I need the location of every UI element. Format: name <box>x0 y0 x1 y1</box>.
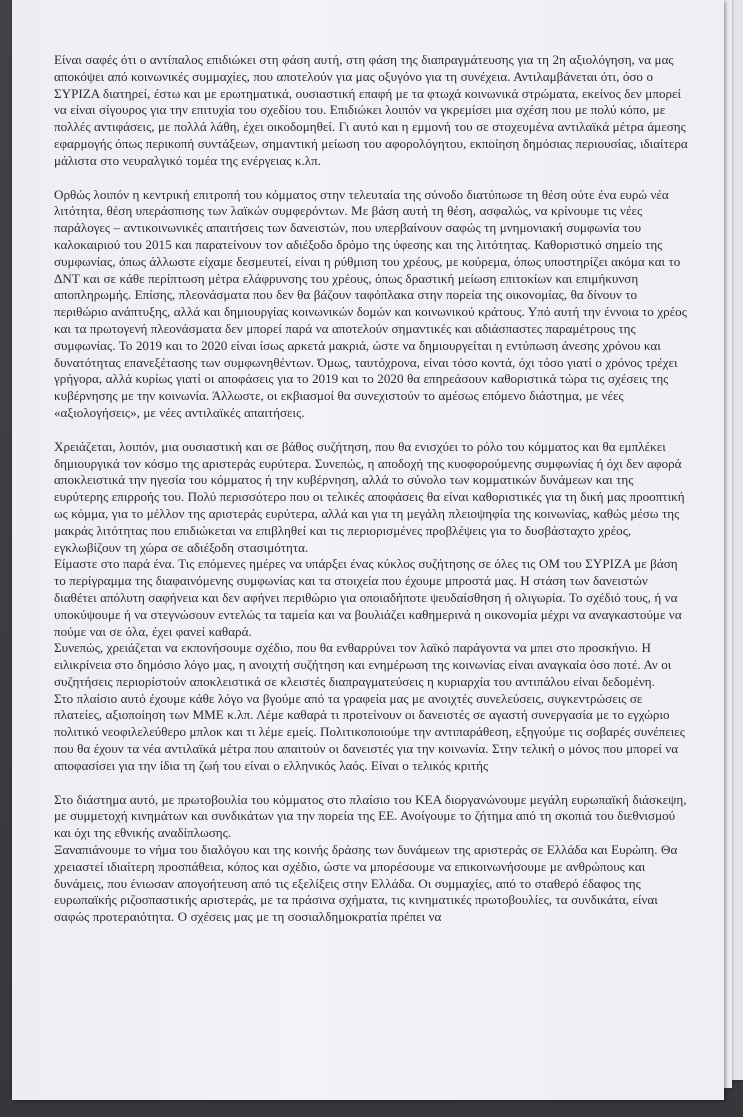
paragraph-opponent-strategy: Είναι σαφές ότι ο αντίπαλος επιδιώκει στη φάση αυτή, στη φάση της διαπραγμάτευσης για τη 2η αξιολόγηση, να μας αποκόψει από κοινωνικές συμμαχίες, που αποτελούν για μας οξυγόνο για τη συνέχεια. Αντιλαμβάνεται ότι, όσο ο ΣΥΡΙΖΑ διατηρεί, έστω και με ερωτηματικά, ουσιαστική επαφή με τα φτωχά κοινωνικά στρώματα, εκείνος δεν μπορεί να είναι σίγουρος για την επιτυχία του σχεδίου του. Επιδιώκει λοιπόν να γκρεμίσει μια σχέση που με πολύ κόπο, με πολλές αντιφάσεις, με πολλά λάθη, έχει οικοδομηθεί. Γι αυτό και η εμμονή του σε στοχευμένα αντιλαϊκά μέτρα άμεσης εφαρμογής όπως περικοπή συντάξεων, σημαντική μείωση του αφορολόγητου, εκποίηση δημόσιας περιουσίας, ιδιαίτερα μάλιστα στο νευραλγικό τομέα της ενέργειας κ.λπ. <box>54 52 688 168</box>
document-page <box>12 0 724 1100</box>
paragraph-gap <box>54 775 690 792</box>
paragraph-european-conference: Στο διάστημα αυτό, με πρωτοβουλία του κόμματος στο πλαίσιο του ΚΕΑ διοργανώνουμε μεγάλη ευρωπαϊκή διάσκεψη, με συμμετοχή κινημάτων και συνδικάτων για την πορεία της ΕΕ. Ανοίγουμε το ζήτημα από τη σκοπιά του διεθνισμού και όχι της εθνικής αναδίπλωσης. <box>54 791 687 841</box>
paragraph-popular-factor: Συνεπώς, χρειάζεται να εκπονήσουμε σχέδιο, που θα ενθαρρύνει τον λαϊκό παράγοντα να μπει στο προσκήνιο. Η ειλικρίνεια στο δημόσιο λόγο μας, η ανοιχτή συζήτηση και ενημέρωση της κοινωνίας είναι αναγκαία όσο ποτέ. Αν οι συζητήσεις περιορίστούν αποκλειστικά σε κλειστές διαπραγματεύσεις η κυριαρχία του αντιπάλου είναι δεδομένη. <box>54 640 672 689</box>
paragraph-central-committee-position: Ορθώς λοιπόν η κεντρική επιτροπή του κόμματος στην τελευταία της σύνοδο διατύπωσε τη θέση ούτε ένα ευρώ νέα λιτότητα, θέση υπεράσπισης των λαϊκών συμφερόντων. Με βάση αυτή τη θέση, ασφαλώς, να κρίνουμε τις νέες παράλογες – αντικοινωνικές απαιτήσεις των δανειστών, που υπερβαίνουν σαφώς τη μνημονιακή συμφωνία του καλοκαιριού του 2015 και παρατείνουν τον αδιέξοδο δρόμο της ύφεσης και της λιτότητας. Καθοριστικό σημείο της συμφωνίας, όπως άλλωστε είχαμε δεσμευτεί, είναι η ρύθμιση του χρέους, με κούρεμα, όπως υποστηρίζει ακόμα και το ΔΝΤ και σε κάθε περίπτωση μέτρα ελάφρυνσης του χρέους, όπως δραστική μείωση επιτοκίων και επιμήκυνση αποπληρωμής. Επίσης, πλεονάσματα που δεν θα βάζουν ταφόπλακα στην πορεία της οικονομίας, θα δίνουν το περιθώριο ανάπτυξης, αλλά και δημιουργίας κοινωνικών δομών και κοινωνικού κράτους. Υπό αυτή την έννοια το χρέος και τα πρωτογενή πλεονάσματα δεν μπορεί παρά να αποτελούν σημαντικές και αδιάσπαστες παραμέτρους της συμφωνίας. Το 2019 και το 2020 είναι ίσως αρκετά μακριά, ώστε να δημιουργείται η εντύπωση άνεσης χρόνου και δυνατότητας επανεξέτασης των συμφωνηθέντων. Όμως, ταυτόχρονα, είναι τόσο κοντά, όχι τόσο γιατί ο χρόνος τρέχει γρήγορα, αλλά κυρίως γιατί οι αποφάσεις για το 2019 και το 2020 θα επηρεάσουν καθοριστικά τώρα τις σχέσεις της κυβέρνησης με την κοινωνία. Άλλωστε, οι εκβιασμοί θα συνεχιστούν το αμέσως επόμενο διάστημα, με νέες «αξιολογήσεις», με νέες αντιλαϊκές απαιτήσεις. <box>54 186 687 420</box>
paragraph-gap <box>54 170 690 187</box>
paragraph-left-dialogue: Ξαναπιάνουμε το νήμα του διαλόγου και της κοινής δράσης των δυνάμεων της αριστεράς σε Ελλάδα και Ευρώπη. Θα χρειαστεί ιδιαίτερη προσπάθεια, κόπος και σχέδιο, ώστε να μπορέσουμε να επικοινωνήσουμε με ανθρώπους και δυνάμεις, που ένιωσαν απογοήτευση από τις εξελίξεις στην Ελλάδα. Οι συμμαχίες, από το σταθερό έδαφος της ευρωπαϊκής ριζοσπαστικής αριστεράς, με τα πράσινα σχήματα, τις κινηματικές πρωτοβουλίες, τα συνδικάτα, είναι σαφώς προτεραιότητα. Ο σχέσεις μας με τη σοσιαλδημοκρατία πρέπει να <box>54 842 678 925</box>
paragraph-need-for-discussion: Χρειάζεται, λοιπόν, μια ουσιαστική και σε βάθος συζήτηση, που θα ενισχύει το ρόλο του κόμματος και θα εμπλέκει δημιουργικά τον κόσμο της αριστεράς ευρύτερα. Συνεπώς, η αποδοχή της κυοφορούμενης συμφωνίας ή όχι δεν αφορά αποκλειστικά την ηγεσία του κόμματος ή την κυβέρνηση, αλλά το σύνολο των κομματικών δυνάμεων και της ευρύτερης επιρροής του. Πολύ περισσότερο που οι τελικές αποφάσεις θα είναι καθοριστικές για τη δική μας προοπτική ως κόμμα, για το μέλλον της αριστεράς ευρύτερα, αλλά και για τη μεγάλη πλειοψηφία της κοινωνίας, καθώς μέσω της μακράς λιτότητας που επιδιώκεται να επιβληθεί και τις περιορισμένες προβλέψεις για το δυσβάσταχτο χρέος, εγκλωβίζουν τη χώρα σε αδιέξοδη στασιμότητα. <box>54 438 685 555</box>
paragraph-public-engagement: Στο πλαίσιο αυτό έχουμε κάθε λόγο να βγούμε από τα γραφεία μας με ανοιχτές συνελεύσεις, συγκεντρώσεις σε πλατείες, αξιοποίηση των ΜΜΕ κ.λπ. Λέμε καθαρά τι προτείνουν οι δανειστές σε αγαστή συνεργασία με το εγχώριο πολιτικό νεοφιλελεύθερο μπλοκ και τι λέμε εμείς. Πολιτικοποιούμε την αντιπαράθεση, εξηγούμε τις σοβαρές συνέπειες που θα έχουν τα νέα αντιλαϊκά μέτρα που απαιτούν οι δανειστές για την κοινωνία. Στην τελική ο μόνος που μπορεί να αποφασίσει για την ίδια τη ζωή του είναι ο ελληνικός λαός. Είναι ο τελικός κριτής <box>54 690 685 773</box>
paragraph-critical-moment: Είμαστε στο παρά ένα. Τις επόμενες ημέρες να υπάρξει ένας κύκλος συζήτησης σε όλες τις ΟΜ του ΣΥΡΙΖΑ με βάση το περίγραμμα της διαφαινόμενης συμφωνίας και τα στοιχεία που έχουμε μπροστά μας. Η στάση των δανειστών διαθέτει απόλυτη σαφήνεια και δεν αφήνει περιθώριο για οποιαδήποτε ψευδαίσθηση ή ολιγωρία. Το σχέδιό τους, ή να υποκύψουμε ή να στεγνώσουν εντελώς τα ταμεία και να βουλιάζει καθημερινά η οικονομία μέχρι να αναγκαστούμε να πούμε ναι σε όλα, έχει φανεί καθαρά. <box>54 556 682 639</box>
paragraph-gap <box>54 422 690 439</box>
